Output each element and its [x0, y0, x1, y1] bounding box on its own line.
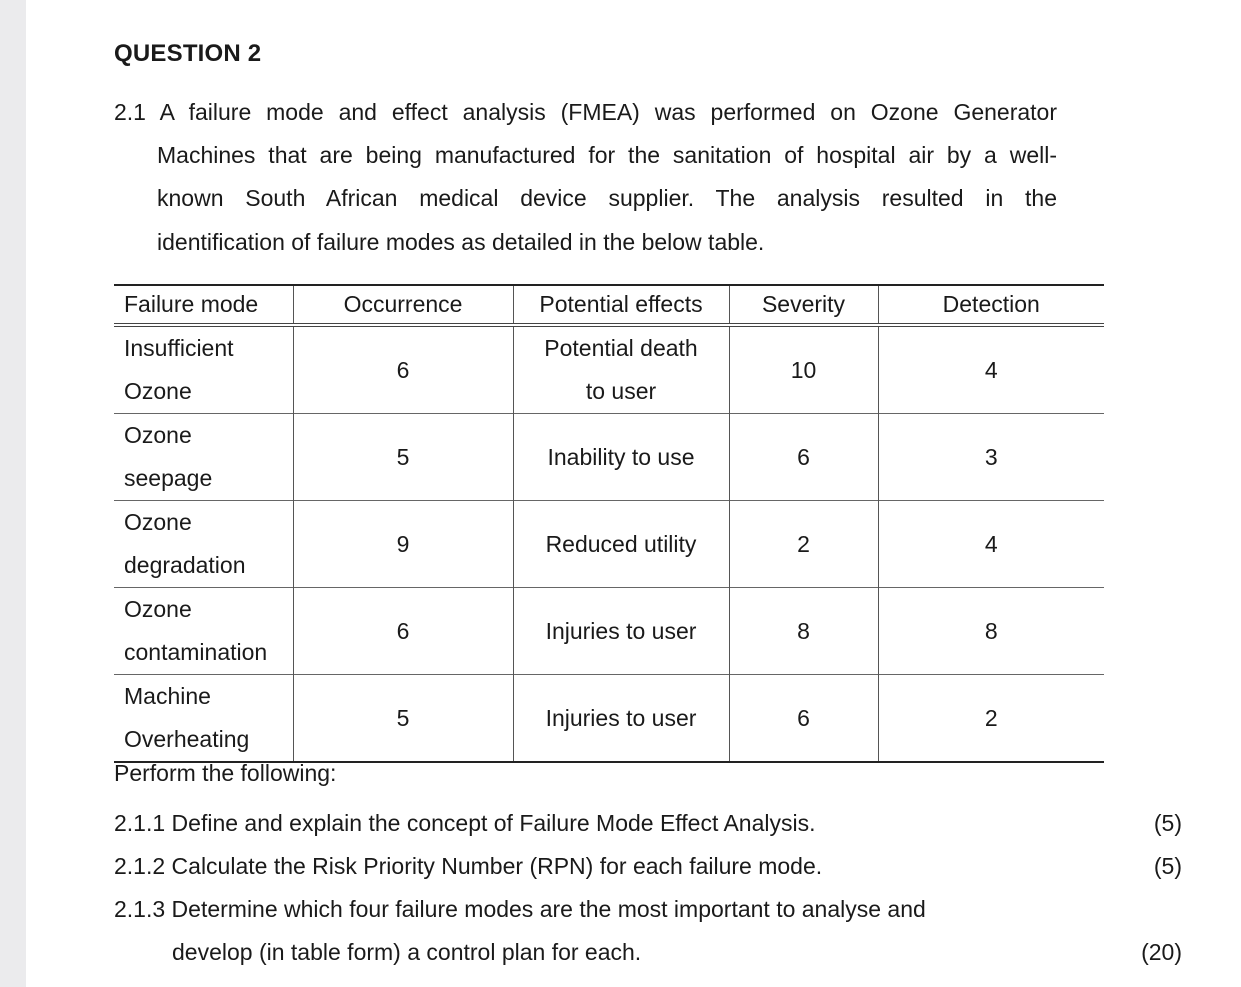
task-2-1-1: 2.1.1 Define and explain the concept of Failure Mode Effect Analysis.	[114, 810, 816, 836]
table-row	[114, 501, 1104, 588]
effect-cell: Injuries to user	[513, 675, 729, 763]
header-severity: Severity	[729, 285, 878, 325]
task-2-1-3-continued: develop (in table form) a control plan for each.	[172, 939, 642, 965]
task-2-1-1-marks: (5)	[1153, 810, 1182, 836]
occurrence-cell: 9	[293, 501, 513, 588]
task-2-1-2-marks: (5)	[1153, 853, 1182, 879]
detection-cell: 3	[878, 414, 1104, 501]
failure-mode-cell: Machine Overheating	[124, 683, 250, 752]
detection-cell: 8	[878, 588, 1104, 675]
effect-cell: Injuries to user	[513, 588, 729, 675]
detection-cell: 4	[878, 501, 1104, 588]
task-2-1-3: 2.1.3 Determine which four failure modes are the most important to analyse and	[114, 896, 926, 922]
header-failure-mode: Failure mode	[124, 291, 259, 317]
occurrence-cell: 6	[293, 588, 513, 675]
header-occurrence: Occurrence	[293, 285, 513, 325]
intro-line-4: identification of failure modes as detailed in the below table.	[157, 229, 765, 255]
fmea-table	[114, 284, 1104, 763]
table-row	[114, 675, 1104, 763]
effect-cell: Potential death to user	[513, 325, 729, 414]
header-potential-effects: Potential effects	[513, 285, 729, 325]
intro-line-3: known South African medical device supplier. The analysis resulted in the	[157, 185, 1057, 211]
table-header-row	[114, 285, 1104, 325]
question-heading: QUESTION 2	[114, 40, 262, 67]
failure-mode-cell: Ozone degradation	[124, 509, 246, 578]
occurrence-cell: 5	[293, 414, 513, 501]
failure-mode-cell: Ozone seepage	[124, 422, 213, 491]
severity-cell: 8	[729, 588, 878, 675]
occurrence-cell: 5	[293, 675, 513, 763]
effect-cell: Reduced utility	[513, 501, 729, 588]
failure-mode-cell: Ozone contamination	[124, 596, 268, 665]
severity-cell: 2	[729, 501, 878, 588]
page-edge	[0, 0, 26, 987]
table-row	[114, 414, 1104, 501]
severity-cell: 10	[729, 325, 878, 414]
severity-cell: 6	[729, 414, 878, 501]
intro-line-1: 2.1 A failure mode and effect analysis (FMEA) was performed on Ozone Generator	[114, 99, 1057, 125]
task-2-1-3-marks: (20)	[1141, 939, 1182, 965]
tasks-intro: Perform the following:	[114, 760, 337, 786]
intro-line-2: Machines that are being manufactured for the sanitation of hospital air by a well-	[157, 142, 1057, 168]
detection-cell: 2	[878, 675, 1104, 763]
detection-cell: 4	[878, 325, 1104, 414]
table-row	[114, 588, 1104, 675]
effect-cell: Inability to use	[513, 414, 729, 501]
header-detection: Detection	[878, 285, 1104, 325]
occurrence-cell: 6	[293, 325, 513, 414]
severity-cell: 6	[729, 675, 878, 763]
task-2-1-2: 2.1.2 Calculate the Risk Priority Number (RPN) for each failure mode.	[114, 853, 823, 879]
table-row	[114, 325, 1104, 414]
failure-mode-cell: Insufficient Ozone	[124, 335, 234, 404]
